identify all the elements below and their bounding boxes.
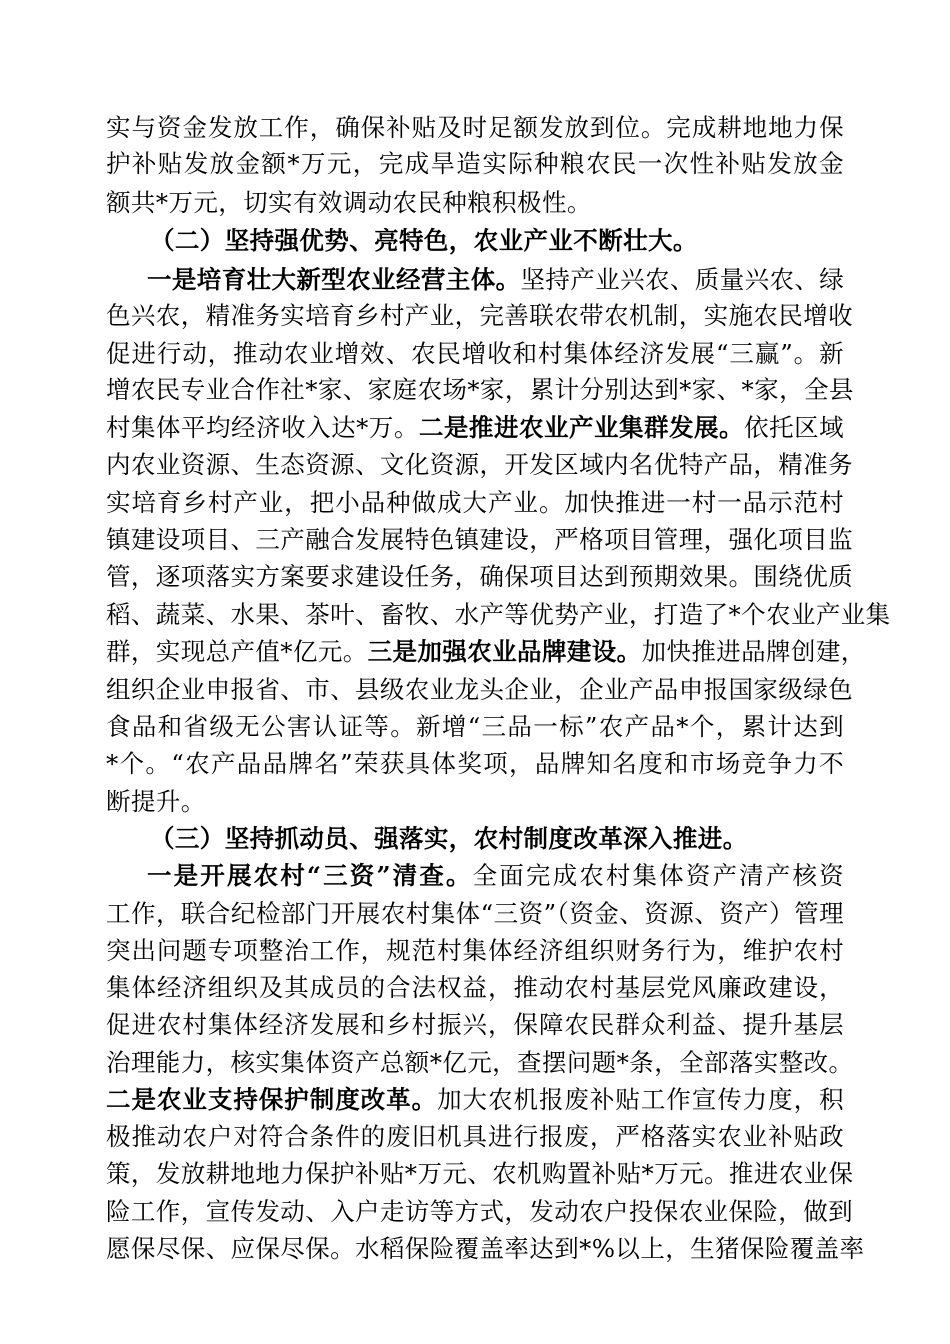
text-line — [106, 1009, 844, 1043]
text-segment: 额共*万元，切实有效调动农民种粮积极性。 — [106, 188, 592, 217]
text-segment: 策，发放耕地地力保护补贴*万元、农机购置补贴*万元。推进农业保 — [106, 1159, 854, 1188]
text-line — [106, 148, 844, 182]
text-segment: 坚持产业兴农、质量兴农、绿 — [520, 265, 845, 294]
text-line — [106, 112, 844, 146]
text-line — [106, 412, 844, 446]
text-segment: 加大农机报废补贴工作宣传力度，积 — [437, 1085, 844, 1114]
text-line — [106, 636, 866, 670]
text-segment: 增农民专业合作社*家、家庭农场*家，累计分别达到*家、*家，全县 — [106, 375, 854, 404]
text-segment: 全面完成农村集体资产清产核资 — [472, 861, 844, 890]
text-line — [106, 338, 844, 372]
text-segment: 险工作，宣传发动、入户走访等方式，发动农户投保农业保险，做到 — [106, 1197, 853, 1226]
text-segment: 护补贴发放金额*万元，完成旱造实际种粮农民一次性补贴发放金 — [106, 149, 844, 178]
text-segment: 促进行动，推动农业增效、农民增收和村集体经济发展“三赢”。新 — [106, 339, 844, 368]
text-segment: 促进农村集体经济发展和乡村振兴，保障农民群众利益、提升基层 — [106, 1010, 844, 1039]
text-segment: 断提升。 — [106, 787, 206, 816]
text-line — [106, 300, 853, 334]
text-line — [106, 449, 853, 483]
bold-text-segment: 一是开展农村“三资”清查。 — [147, 861, 473, 890]
text-segment: 治理能力，核实集体资产总额*亿元，查摆问题*条，全部落实整改。 — [106, 1048, 854, 1077]
bold-text-segment: 二是推进农业产业集群发展。 — [418, 413, 745, 442]
text-line — [150, 225, 844, 259]
text-line — [106, 674, 853, 708]
text-line — [106, 1233, 865, 1267]
text-segment: 愿保尽保、应保尽保。水稻保险覆盖率达到*%以上，生猪保险覆盖率 — [106, 1234, 865, 1263]
bold-text-segment: （三）坚持抓动员、强落实，农村制度改革深入推进。 — [150, 824, 748, 853]
text-line — [106, 972, 844, 1006]
text-segment: 突出问题专项整治工作，规范村集体经济组织财务行为，维护农村 — [106, 936, 844, 965]
text-segment: *个。“农产品品牌名”荣获具体奖项，品牌知名度和市场竞争力不 — [106, 749, 844, 778]
text-line — [150, 823, 844, 857]
text-line — [106, 898, 844, 932]
text-line — [106, 599, 891, 633]
text-segment: 加快推进品牌创建， — [641, 637, 866, 666]
text-line — [106, 374, 854, 408]
text-line — [106, 1196, 853, 1230]
text-segment: 组织企业申报省、市、县级农业龙头企业，企业产品申报国家级绿色 — [106, 675, 853, 704]
text-line — [106, 561, 853, 595]
text-segment: 村集体平均经济收入达*万。 — [106, 413, 419, 442]
bold-text-segment: （二）坚持强优势、亮特色，农业产业不断壮大。 — [150, 226, 698, 255]
text-line — [106, 1084, 844, 1118]
text-segment: 极推动农户对符合条件的废旧机具进行报废，严格落实农业补贴政 — [106, 1122, 844, 1151]
text-segment: 群，实现总产值*亿元。 — [106, 637, 368, 666]
text-line — [106, 524, 853, 558]
bold-text-segment: 三是加强农业品牌建设。 — [367, 637, 642, 666]
text-segment: 实培育乡村产业，把小品种做成大产业。加快推进一村一品示范村 — [106, 488, 844, 517]
text-line — [106, 1158, 854, 1192]
text-segment: 食品和省级无公害认证等。新增“三品一标”农产品*个，累计达到 — [106, 712, 844, 741]
text-segment: 依托区域 — [744, 413, 844, 442]
text-line — [147, 264, 844, 298]
text-line — [106, 487, 844, 521]
text-segment: 镇建设项目、三产融合发展特色镇建设，严格项目管理，强化项目监 — [106, 525, 853, 554]
bold-text-segment: 二是农业支持保护制度改革。 — [106, 1085, 438, 1114]
text-segment: 管，逐项落实方案要求建设任务，确保项目达到预期效果。围绕优质 — [106, 562, 853, 591]
text-line — [106, 786, 844, 820]
bold-text-segment: 一是培育壮大新型农业经营主体。 — [147, 265, 521, 294]
text-segment: 色兴农，精准务实培育乡村产业，完善联农带农机制，实施农民增收 — [106, 301, 853, 330]
text-line — [106, 1047, 854, 1081]
text-line — [106, 1121, 844, 1155]
text-segment: 实与资金发放工作，确保补贴及时足额发放到位。完成耕地地力保 — [106, 113, 844, 142]
text-segment: 工作，联合纪检部门开展农村集体“三资”（资金、资源、资产）管理 — [106, 899, 844, 928]
text-segment: 稻、蔬菜、水果、茶叶、畜牧、水产等优势产业，打造了*个农业产业集 — [106, 600, 891, 629]
text-line — [106, 935, 844, 969]
text-line — [106, 748, 844, 782]
text-line — [106, 711, 844, 745]
text-segment: 集体经济组织及其成员的合法权益，推动农村基层党风廉政建设， — [106, 973, 844, 1002]
text-line — [106, 187, 844, 221]
text-segment: 内农业资源、生态资源、文化资源，开发区域内名优特产品，精准务 — [106, 450, 853, 479]
text-line — [147, 860, 844, 894]
